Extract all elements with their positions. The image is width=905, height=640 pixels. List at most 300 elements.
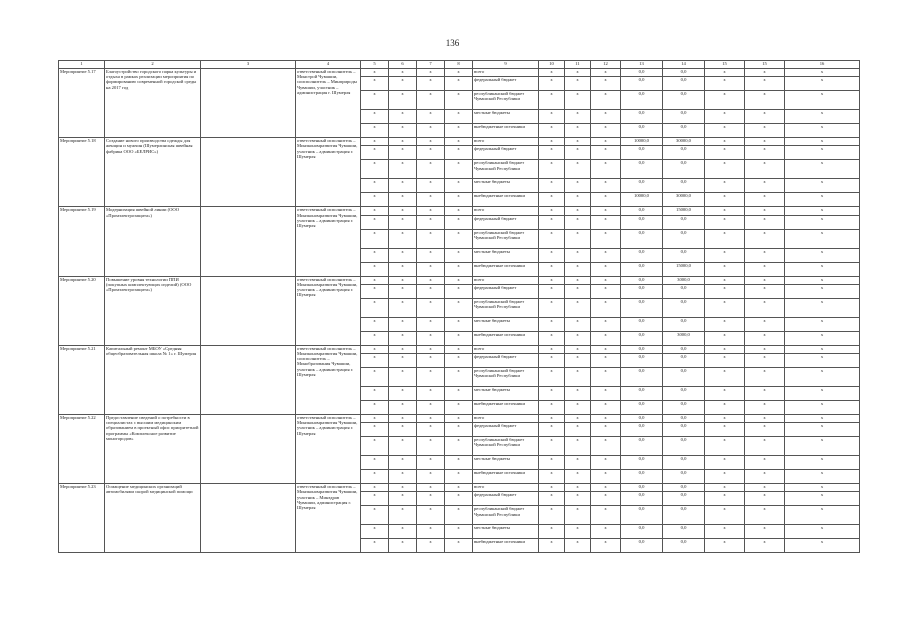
mark-cell: x [565,525,591,539]
mark-cell: x [565,484,591,492]
code-cell: x [389,110,417,124]
activity-col3 [201,276,296,345]
value-cell: 0,0 [621,248,663,262]
code-cell: x [389,298,417,317]
mark-cell: x [745,229,785,248]
mark-cell: x [785,386,860,400]
mark-cell: x [705,331,745,345]
code-cell: x [417,229,445,248]
mark-cell: x [745,317,785,331]
value-cell: 0,0 [621,492,663,506]
code-cell: x [417,207,445,215]
code-cell: x [445,110,473,124]
column-header: 14 [663,61,705,69]
activity-col3 [201,138,296,207]
funding-source: федеральный бюджет [473,353,539,367]
code-cell: x [417,284,445,298]
value-cell: 0,0 [621,470,663,484]
code-cell: x [361,414,389,422]
code-cell: x [389,229,417,248]
mark-cell: x [591,492,621,506]
code-cell: x [445,160,473,179]
value-cell: 0,0 [621,525,663,539]
code-cell: x [417,77,445,91]
mark-cell: x [591,215,621,229]
mark-cell: x [705,386,745,400]
value-cell: 0,0 [663,456,705,470]
code-cell: x [445,276,473,284]
mark-cell: x [539,179,565,193]
funding-source: республиканский бюджет Чувашской Республики [473,506,539,525]
activity-responsible: ответственный исполнитель – Минэкономразвития Чувашии, соисполнитель – Минобразования Чувашии, участник – администрация г. Шумерля [296,345,361,414]
table-row [59,69,860,77]
value-cell: 0,0 [621,539,663,553]
value-cell: 0,0 [663,525,705,539]
code-cell: x [445,193,473,207]
mark-cell: x [745,77,785,91]
funding-source: внебюджетные источники [473,470,539,484]
mark-cell: x [785,207,860,215]
code-cell: x [389,423,417,437]
code-cell: x [389,317,417,331]
mark-cell: x [539,229,565,248]
value-cell: 0,0 [663,160,705,179]
mark-cell: x [565,386,591,400]
code-cell: x [417,492,445,506]
mark-cell: x [785,437,860,456]
code-cell: x [389,525,417,539]
code-cell: x [361,284,389,298]
code-cell: x [417,124,445,138]
activity-id: Мероприятие 5.22 [59,414,105,483]
funding-source: всего [473,276,539,284]
mark-cell: x [745,207,785,215]
mark-cell: x [785,229,860,248]
code-cell: x [417,262,445,276]
code-cell: x [445,229,473,248]
mark-cell: x [565,414,591,422]
mark-cell: x [591,386,621,400]
value-cell: 0,0 [621,437,663,456]
code-cell: x [445,124,473,138]
mark-cell: x [745,124,785,138]
mark-cell: x [565,345,591,353]
funding-source: внебюджетные источники [473,400,539,414]
mark-cell: x [539,138,565,146]
code-cell: x [361,146,389,160]
value-cell: 0,0 [663,506,705,525]
code-cell: x [361,110,389,124]
funding-source: всего [473,414,539,422]
code-cell: x [417,193,445,207]
activity-col3 [201,69,296,138]
mark-cell: x [539,298,565,317]
mark-cell: x [539,386,565,400]
code-cell: x [361,77,389,91]
mark-cell: x [591,276,621,284]
code-cell: x [361,138,389,146]
code-cell: x [417,69,445,77]
funding-source: федеральный бюджет [473,146,539,160]
mark-cell: x [705,484,745,492]
funding-source: местные бюджеты [473,525,539,539]
mark-cell: x [565,229,591,248]
column-header: 1 [59,61,105,69]
mark-cell: x [565,456,591,470]
funding-source: республиканский бюджет Чувашской Республики [473,437,539,456]
mark-cell: x [591,207,621,215]
mark-cell: x [591,262,621,276]
code-cell: x [389,124,417,138]
mark-cell: x [565,248,591,262]
mark-cell: x [705,229,745,248]
mark-cell: x [745,386,785,400]
mark-cell: x [745,193,785,207]
funding-source: местные бюджеты [473,456,539,470]
mark-cell: x [745,138,785,146]
value-cell: 0,0 [621,345,663,353]
value-cell: 0,0 [663,179,705,193]
value-cell: 0,0 [621,77,663,91]
code-cell: x [417,146,445,160]
funding-source: федеральный бюджет [473,215,539,229]
mark-cell: x [565,437,591,456]
table-row [59,345,860,353]
code-cell: x [361,353,389,367]
activity-responsible: ответственный исполнитель – Минэкономразвития Чувашии, участник – администрация г. Шумерля [296,414,361,483]
table-row [59,484,860,492]
value-cell: 0,0 [663,317,705,331]
code-cell: x [361,539,389,553]
value-cell: 0,0 [621,276,663,284]
mark-cell: x [705,506,745,525]
funding-source: федеральный бюджет [473,492,539,506]
code-cell: x [417,179,445,193]
activity-id: Мероприятие 5.17 [59,69,105,138]
code-cell: x [389,69,417,77]
mark-cell: x [785,456,860,470]
value-cell: 0,0 [663,345,705,353]
code-cell: x [417,138,445,146]
value-cell: 15000,0 [663,262,705,276]
mark-cell: x [745,262,785,276]
mark-cell: x [785,400,860,414]
funding-source: местные бюджеты [473,110,539,124]
column-header: 12 [591,61,621,69]
code-cell: x [361,298,389,317]
code-cell: x [445,207,473,215]
column-header: 4 [296,61,361,69]
mark-cell: x [705,193,745,207]
mark-cell: x [591,484,621,492]
mark-cell: x [591,423,621,437]
mark-cell: x [745,539,785,553]
mark-cell: x [565,91,591,110]
code-cell: x [361,69,389,77]
mark-cell: x [705,470,745,484]
code-cell: x [445,484,473,492]
value-cell: 0,0 [621,207,663,215]
code-cell: x [417,367,445,386]
mark-cell: x [565,367,591,386]
funding-source: всего [473,484,539,492]
table-row [59,138,860,146]
value-cell: 15000,0 [663,207,705,215]
mark-cell: x [705,69,745,77]
mark-cell: x [565,138,591,146]
mark-cell: x [745,492,785,506]
mark-cell: x [539,414,565,422]
mark-cell: x [785,69,860,77]
mark-cell: x [591,345,621,353]
mark-cell: x [745,470,785,484]
code-cell: x [361,179,389,193]
code-cell: x [389,437,417,456]
value-cell: 0,0 [663,492,705,506]
mark-cell: x [565,69,591,77]
code-cell: x [417,248,445,262]
code-cell: x [361,91,389,110]
value-cell: 0,0 [663,423,705,437]
mark-cell: x [565,492,591,506]
activity-id: Мероприятие 5.19 [59,207,105,276]
value-cell: 0,0 [663,69,705,77]
code-cell: x [389,160,417,179]
mark-cell: x [785,345,860,353]
code-cell: x [445,386,473,400]
mark-cell: x [539,506,565,525]
header-row [59,61,860,69]
mark-cell: x [539,525,565,539]
code-cell: x [445,317,473,331]
activity-responsible: ответственный исполнитель – Минэкономразвития Чувашии, участник – Минздрав Чувашии, администрация г. Шумерля [296,484,361,553]
mark-cell: x [565,179,591,193]
column-header: 10 [539,61,565,69]
activity-col3 [201,207,296,276]
mark-cell: x [745,248,785,262]
mark-cell: x [539,317,565,331]
activity-id: Мероприятие 5.18 [59,138,105,207]
mark-cell: x [591,77,621,91]
code-cell: x [445,353,473,367]
code-cell: x [389,248,417,262]
code-cell: x [417,423,445,437]
code-cell: x [361,331,389,345]
mark-cell: x [705,353,745,367]
mark-cell: x [565,160,591,179]
code-cell: x [445,437,473,456]
activity-responsible: ответственный исполнитель – Минэкономразвития Чувашии, участник – администрация г. Шумерля [296,276,361,345]
funding-source: всего [473,345,539,353]
code-cell: x [361,193,389,207]
mark-cell: x [705,317,745,331]
mark-cell: x [591,367,621,386]
mark-cell: x [785,367,860,386]
mark-cell: x [539,146,565,160]
mark-cell: x [745,160,785,179]
mark-cell: x [745,179,785,193]
funding-source: местные бюджеты [473,317,539,331]
code-cell: x [361,215,389,229]
code-cell: x [389,386,417,400]
code-cell: x [445,298,473,317]
code-cell: x [389,367,417,386]
mark-cell: x [785,331,860,345]
value-cell: 0,0 [663,124,705,138]
value-cell: 0,0 [663,539,705,553]
code-cell: x [445,248,473,262]
code-cell: x [361,345,389,353]
mark-cell: x [745,215,785,229]
value-cell: 0,0 [621,160,663,179]
activity-col3 [201,484,296,553]
mark-cell: x [591,298,621,317]
activity-col3 [201,414,296,483]
mark-cell: x [705,207,745,215]
mark-cell: x [745,69,785,77]
code-cell: x [417,525,445,539]
code-cell: x [361,437,389,456]
mark-cell: x [705,110,745,124]
value-cell: 0,0 [663,484,705,492]
mark-cell: x [591,331,621,345]
mark-cell: x [539,248,565,262]
mark-cell: x [565,276,591,284]
mark-cell: x [591,146,621,160]
code-cell: x [389,91,417,110]
code-cell: x [417,539,445,553]
activity-name: Повышение уровня технологии ППИ (покупных комплектующих изделий) (ООО «Промэлектрозащита») [105,276,201,345]
code-cell: x [361,124,389,138]
value-cell: 0,0 [621,353,663,367]
mark-cell: x [705,138,745,146]
code-cell: x [445,179,473,193]
mark-cell: x [705,400,745,414]
code-cell: x [445,492,473,506]
column-header: 8 [445,61,473,69]
mark-cell: x [539,160,565,179]
code-cell: x [445,69,473,77]
mark-cell: x [591,248,621,262]
mark-cell: x [785,353,860,367]
value-cell: 0,0 [663,146,705,160]
code-cell: x [445,367,473,386]
mark-cell: x [565,262,591,276]
value-cell: 0,0 [663,229,705,248]
mark-cell: x [745,437,785,456]
code-cell: x [445,284,473,298]
code-cell: x [417,386,445,400]
mark-cell: x [785,146,860,160]
mark-cell: x [591,138,621,146]
code-cell: x [361,423,389,437]
mark-cell: x [785,110,860,124]
mark-cell: x [705,179,745,193]
funding-source: всего [473,138,539,146]
value-cell: 0,0 [621,229,663,248]
mark-cell: x [745,414,785,422]
mark-cell: x [785,506,860,525]
value-cell: 0,0 [621,386,663,400]
funding-source: федеральный бюджет [473,284,539,298]
code-cell: x [445,138,473,146]
mark-cell: x [565,215,591,229]
mark-cell: x [705,124,745,138]
column-header: 13 [621,61,663,69]
mark-cell: x [785,492,860,506]
code-cell: x [445,400,473,414]
value-cell: 0,0 [621,331,663,345]
code-cell: x [417,400,445,414]
code-cell: x [445,345,473,353]
code-cell: x [361,367,389,386]
code-cell: x [361,276,389,284]
funding-source: внебюджетные источники [473,262,539,276]
value-cell: 0,0 [621,146,663,160]
mark-cell: x [745,525,785,539]
funding-source: федеральный бюджет [473,77,539,91]
value-cell: 0,0 [621,215,663,229]
mark-cell: x [705,77,745,91]
mark-cell: x [565,298,591,317]
activity-responsible: ответственный исполнитель – Минстрой Чувашии, соисполнитель – Минприроды Чувашии, участник – администрация г. Шумерля [296,69,361,138]
mark-cell: x [745,423,785,437]
activity-name: Модернизация швейной линии (ООО «Промэлектрозащита») [105,207,201,276]
mark-cell: x [705,414,745,422]
code-cell: x [389,470,417,484]
code-cell: x [361,400,389,414]
code-cell: x [361,229,389,248]
mark-cell: x [705,146,745,160]
code-cell: x [389,262,417,276]
code-cell: x [361,386,389,400]
mark-cell: x [785,276,860,284]
mark-cell: x [785,484,860,492]
mark-cell: x [539,284,565,298]
mark-cell: x [705,345,745,353]
code-cell: x [361,248,389,262]
code-cell: x [417,470,445,484]
activity-id: Мероприятие 5.23 [59,484,105,553]
funding-source: внебюджетные источники [473,193,539,207]
code-cell: x [417,276,445,284]
code-cell: x [389,276,417,284]
mark-cell: x [785,193,860,207]
value-cell: 0,0 [663,215,705,229]
funding-source: местные бюджеты [473,179,539,193]
mark-cell: x [705,284,745,298]
code-cell: x [417,160,445,179]
mark-cell: x [705,298,745,317]
code-cell: x [389,193,417,207]
mark-cell: x [539,423,565,437]
table-row [59,276,860,284]
mark-cell: x [539,110,565,124]
mark-cell: x [745,146,785,160]
value-cell: 3000,0 [663,331,705,345]
value-cell: 10000,0 [621,193,663,207]
code-cell: x [361,525,389,539]
value-cell: 0,0 [621,484,663,492]
code-cell: x [417,215,445,229]
value-cell: 0,0 [621,298,663,317]
mark-cell: x [565,506,591,525]
code-cell: x [417,110,445,124]
mark-cell: x [745,110,785,124]
code-cell: x [389,138,417,146]
mark-cell: x [705,262,745,276]
code-cell: x [361,484,389,492]
